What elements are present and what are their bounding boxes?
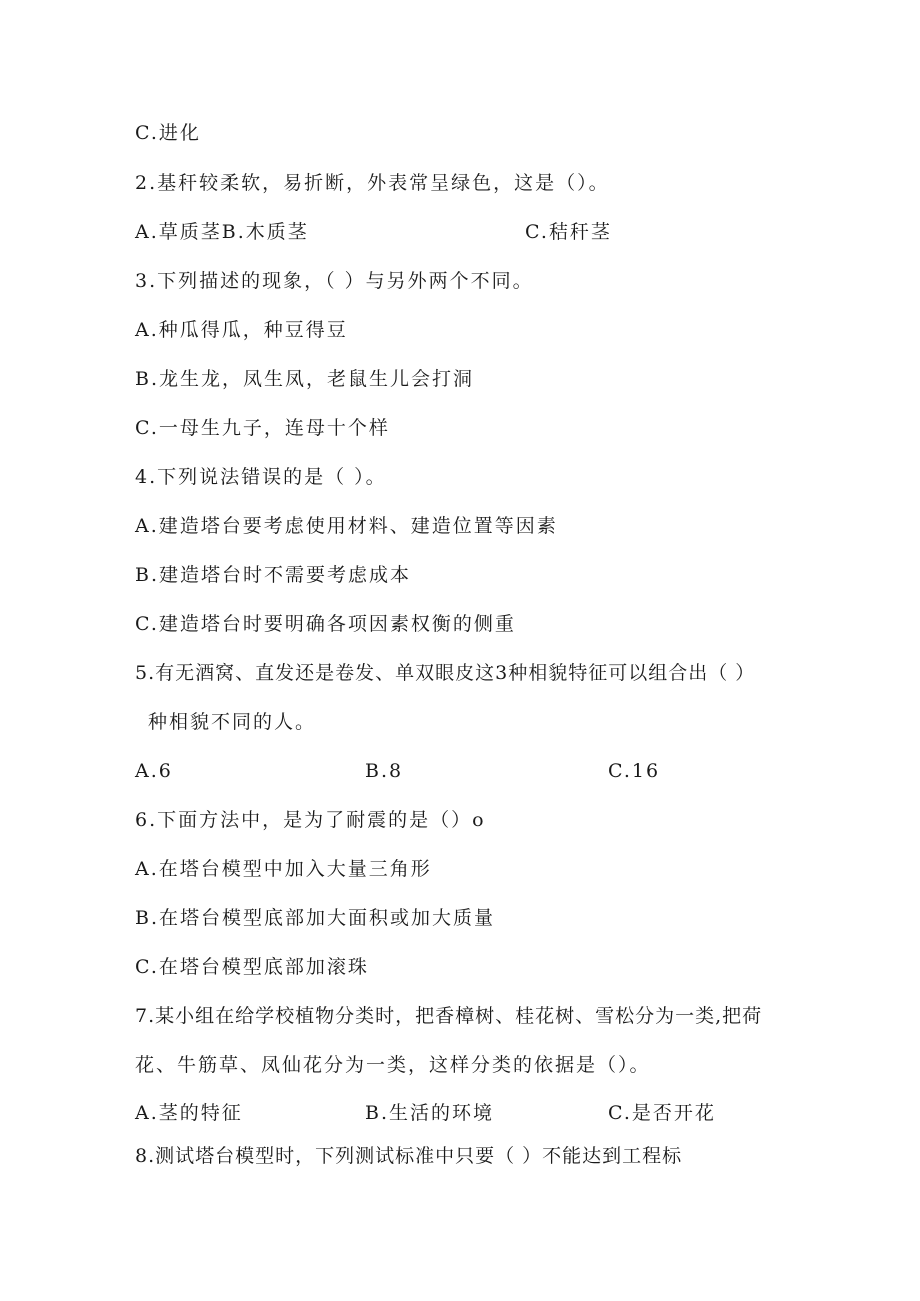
q4-option-b: B.建造塔台时不需要考虑成本 <box>135 564 412 586</box>
q8-question: 8.测试塔台模型时，下列测试标准中只要（ ）不能达到工程标 <box>135 1145 683 1167</box>
q7-option-b: B.生活的环境 <box>365 1102 495 1124</box>
q2-question: 2.基秆较柔软，易折断，外表常呈绿色，这是（）。 <box>135 172 610 194</box>
q7-question: 7.某小组在给学校植物分类时，把香樟树、桂花树、雪松分为一类,把荷 <box>135 1005 763 1027</box>
q5-option-b: B.8 <box>365 760 404 782</box>
q2-option-c: C.秸秆茎 <box>525 221 612 243</box>
q4-option-c: C.建造塔台时要明确各项因素权衡的侧重 <box>135 613 516 635</box>
q3-option-b: B.龙生龙，凤生凤，老鼠生儿会打洞 <box>135 368 475 390</box>
q6-question: 6.下面方法中，是为了耐震的是（）o <box>135 809 486 831</box>
q1-option-c: C.进化 <box>135 122 201 144</box>
q5-question: 5.有无酒窝、直发还是卷发、单双眼皮这3种相貌特征可以组合出（ ） <box>135 662 756 684</box>
q6-option-a: A.在塔台模型中加入大量三角形 <box>135 858 432 880</box>
q4-question: 4.下列说法错误的是（ ）。 <box>135 466 387 488</box>
q3-option-c: C.一母生九子，连母十个样 <box>135 417 390 439</box>
q5-question-cont: 种相貌不同的人。 <box>148 711 317 733</box>
q5-option-c: C.16 <box>608 760 661 782</box>
q7-option-c: C.是否开花 <box>608 1102 716 1124</box>
q6-option-c: C.在塔台模型底部加滚珠 <box>135 956 369 978</box>
q6-option-b: B.在塔台模型底部加大面积或加大质量 <box>135 907 496 929</box>
q7-option-a: A.茎的特征 <box>135 1102 243 1124</box>
q3-question: 3.下列描述的现象，（ ）与另外两个不同。 <box>135 270 534 292</box>
q3-option-a: A.种瓜得瓜，种豆得豆 <box>135 319 348 341</box>
q4-option-a: A.建造塔台要考虑使用材料、建造位置等因素 <box>135 515 558 537</box>
q2-option-a-b: A.草质茎B.木质茎 <box>135 221 309 243</box>
q7-question-cont: 花、牛筋草、凤仙花分为一类，这样分类的依据是（）。 <box>135 1054 651 1076</box>
q5-option-a: A.6 <box>135 760 173 782</box>
